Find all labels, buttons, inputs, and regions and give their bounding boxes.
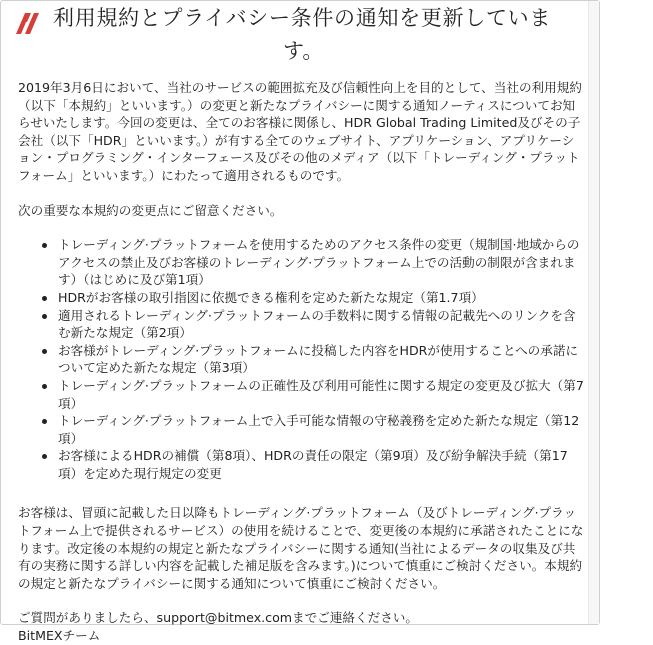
- list-item: トレーディング·プラットフォーム上で入手可能な情報の守秘義務を定めた新たな規定（第12項）: [58, 412, 586, 447]
- modal-header: [1, 1, 599, 63]
- list-item: トレーディング·プラットフォームの正確性及び利用可能性に関する規定の変更及び拡大（第7項）: [58, 377, 586, 412]
- list-item: お客様がトレーディング·プラットフォームに投稿した内容をHDRが使用することへの承諾について定めた新たな規定（第3項）: [58, 342, 586, 377]
- consent-paragraph: お客様は、冒頭に記載した日以降もトレーディング·プラットフォーム（及びトレーディング·プラットフォーム上で提供されるサービス）の使用を続けることで、変更後の本規約に承諾されたことになります。改定後の本規約の規定と新たなプライバシーに関する通知(当社によるデータの収集及び共有の実務に関する詳しい内容を記載した補足版を含みます。)について慎重にご検討ください。本規約の規定と新たなプライバシーに関する通知について慎重にご検討ください。: [18, 505, 584, 591]
- intro-paragraph: 2019年3月6日において、当社のサービスの範囲拡充及び信頼性向上を目的として、当社の利用規約（以下「本規約」といいます。）の変更と新たなプライバシーに関する通知ノーティスについてお知らせいたします。今回の変更は、全てのお客様に関係し、HDR Global Trading Limited及びその子会社（以下「HDR」といいます。）が有する全てのウェブサイト、アプリケーション、アプリケーション・プログラミング・インターフェース及びその他のメディア（以下「トレーディング・プラットフォーム」といいます。）にわたって適用されるものです。: [18, 80, 582, 183]
- contact-text: ご質問がありましたら、support@bitmex.comまでご連絡ください。: [18, 610, 418, 626]
- list-item: HDRがお客様の取引指図に依拠できる権利を定めた新たな規定（第1.7項）: [58, 289, 586, 307]
- changes-list: [18, 236, 586, 482]
- list-item: お客様によるHDRの補償（第8項）、HDRの責任の限定（第9項）及び紛争解決手続（第17項）を定めた現行規定の変更: [58, 447, 586, 482]
- scrollbar[interactable]: [588, 1, 599, 624]
- modal-title-continuation: す。: [283, 39, 324, 63]
- list-item: トレーディング·プラットフォームを使用するためのアクセス条件の変更（規制国·地域からのアクセスの禁止及びお客様のトレーディング·プラットフォーム上での活動の制限が含まれます）（はじめに及び第1項）: [58, 236, 586, 289]
- modal-title: 利用規約とプライバシー条件の通知を更新していま: [53, 6, 552, 30]
- changes-heading: 次の重要な本規約の変更点にご留意ください。: [18, 202, 283, 218]
- list-item: 適用されるトレーディング·プラットフォームの手数料に関する情報の記載先へのリンクを含む新たな規定（第2項）: [58, 307, 586, 342]
- contact-paragraph: [18, 609, 586, 644]
- bitmex-logo-icon: [14, 10, 40, 36]
- notice-body: [18, 79, 586, 645]
- signature: BitMEXチーム: [18, 628, 101, 644]
